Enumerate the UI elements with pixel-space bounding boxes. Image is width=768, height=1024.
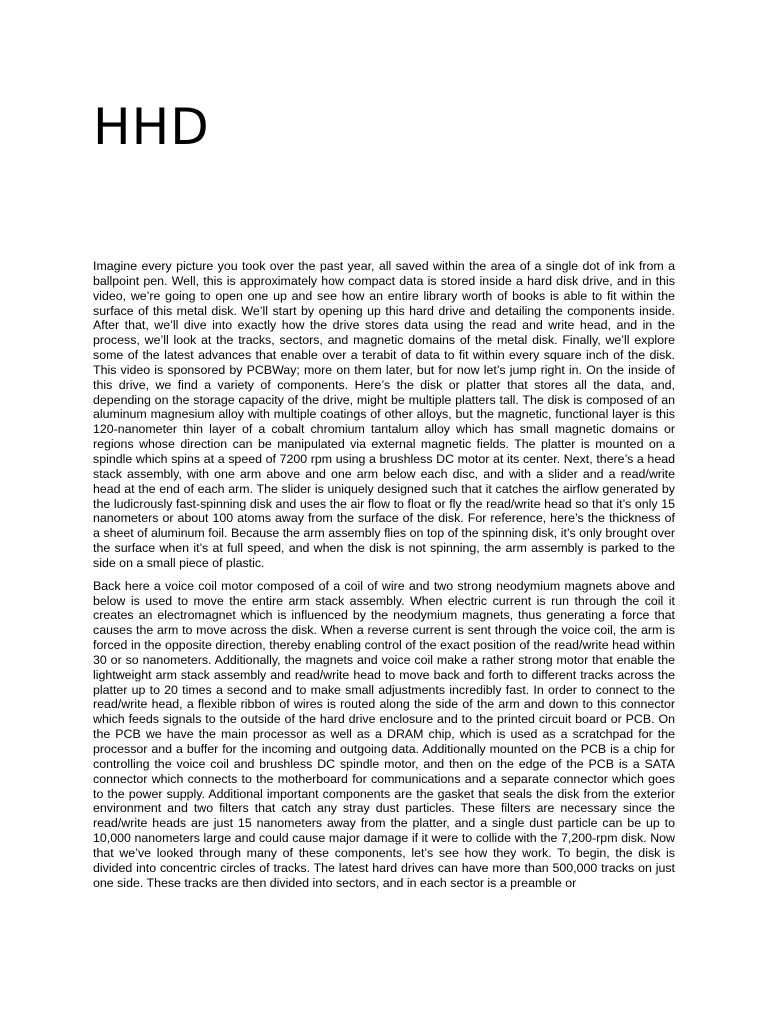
body-paragraph-1: Imagine every picture you took over the past year, all saved within the area of a single dot of ink from a ballpoint pen. Well, this is approximately how compact data is stored inside a hard disk drive, and in this video, we’re going to open one up and see how an entire library worth of books is able to fit within the surface of this metal disk. We’ll start by opening up this hard drive and detailing the components inside. After that, we’ll dive into exactly how the drive stores data using the read and write head, and in the process, we’ll look at the tracks, sectors, and magnetic domains of the metal disk. Finally, we’ll explore some of the latest advances that enable over a terabit of data to fit within every square inch of the disk. This video is sponsored by PCBWay; more on them later, but for now let’s jump right in. On the inside of this drive, we find a variety of components. Here’s the disk or platter that stores all the data, and, depending on the storage capacity of the drive, might be multiple platters tall. The disk is composed of an aluminum magnesium alloy with multiple coatings of other alloys, but the magnetic, functional layer is this 120-nanometer thin layer of a cobalt chromium tantalum alloy which has small magnetic domains or regions whose direction can be manipulated via external magnetic fields. The platter is mounted on a spindle which spins at a speed of 7200 rpm using a brushless DC motor at its center. Next, there’s a head stack assembly, with one arm above and one arm below each disc, and with a slider and a read/write head at the end of each arm. The slider is uniquely designed such that it catches the airflow generated by the ludicrously fast-spinning disk and uses the air flow to float or fly the read/write head so that it’s only 15 nanometers or about 100 atoms away from the surface of the disk. For reference, here’s the thickness of a sheet of aluminum foil. Because the arm assembly flies on top of the spinning disk, it’s only brought over the surface when it’s at full speed, and when the disk is not spinning, the arm assembly is parked to the side on a small piece of plastic. bbox=[93, 259, 675, 570]
document-body bbox=[93, 259, 675, 890]
body-paragraph-2: Back here a voice coil motor composed of a coil of wire and two strong neodymium magnets above and below is used to move the entire arm stack assembly. When electric current is run through the coil it creates an electromagnet which is influenced by the neodymium magnets, thus generating a force that causes the arm to move across the disk. When a reverse current is sent through the voice coil, the arm is forced in the opposite direction, thereby enabling control of the exact position of the read/write head within 30 or so nanometers. Additionally, the magnets and voice coil make a rather strong motor that enable the lightweight arm stack assembly and read/write head to move back and forth to different tracks across the platter up to 20 times a second and to make small adjustments incredibly fast. In order to connect to the read/write head, a flexible ribbon of wires is routed along the side of the arm and down to this connector which feeds signals to the outside of the hard drive enclosure and to the printed circuit board or PCB. On the PCB we have the main processor as well as a DRAM chip, which is used as a scratchpad for the processor and a buffer for the incoming and outgoing data. Additionally mounted on the PCB is a chip for controlling the voice coil and brushless DC spindle motor, and then on the edge of the PCB is a SATA connector which connects to the motherboard for communications and a separate connector which goes to the power supply. Additional important components are the gasket that seals the disk from the exterior environment and two filters that catch any stray dust particles. These filters are necessary since the read/write heads are just 15 nanometers away from the platter, and a single dust particle can be up to 10,000 nanometers large and could cause major damage if it were to collide with the 7,200-rpm disk. Now that we’ve looked through many of these components, let’s see how they work. To begin, the disk is divided into concentric circles of tracks. The latest hard drives can have more than 500,000 tracks on just one side. These tracks are then divided into sectors, and in each sector is a preamble or bbox=[93, 578, 675, 890]
document-title: HHD bbox=[93, 98, 210, 156]
